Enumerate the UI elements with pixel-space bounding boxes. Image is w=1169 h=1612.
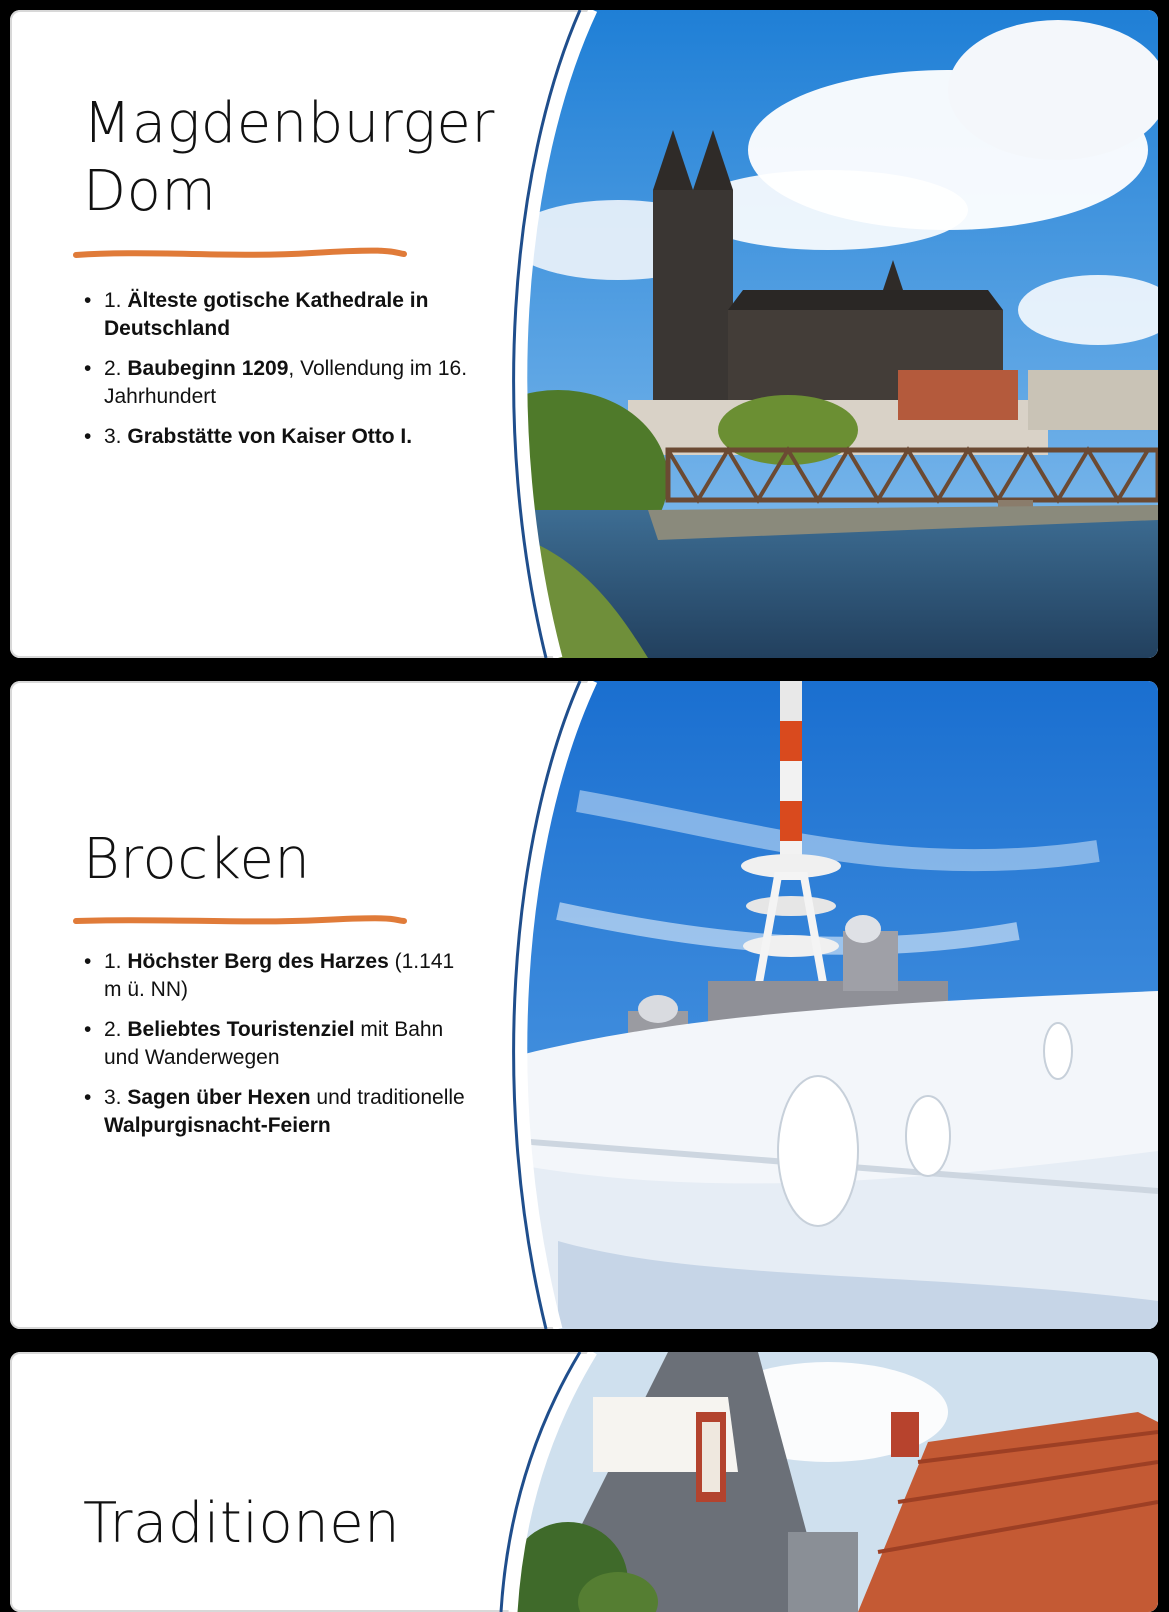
bullet-item: • 1. Höchster Berg des Harzes (1.141 m ü. NN)	[84, 948, 474, 1004]
cathedral-photo	[498, 10, 1158, 658]
slide-brocken	[10, 681, 1158, 1329]
bullet-item: • 3. Sagen über Hexen und traditionelle Walpurgisnacht-Feiern	[84, 1084, 474, 1140]
bullet-item: • 1. Älteste gotische Kathedrale in Deutschland	[84, 287, 474, 343]
accent-underline	[72, 914, 408, 928]
slide-title	[83, 90, 513, 226]
accent-underline	[72, 247, 408, 261]
slide-traditionen	[10, 1352, 1158, 1612]
slide-title: Brocken	[83, 827, 311, 892]
title-line-1: Magdenburger	[83, 91, 495, 156]
brocken-photo	[498, 681, 1158, 1329]
bullet-list	[84, 948, 474, 1152]
title-line-2: Dom	[83, 159, 217, 224]
bullet-item: • 3. Grabstätte von Kaiser Otto I.	[84, 423, 474, 451]
slide-magdeburger-dom	[10, 10, 1158, 658]
bullet-list	[84, 287, 474, 463]
bullet-item: • 2. Baubeginn 1209, Vollendung im 16. Jahrhundert	[84, 355, 474, 411]
bullet-item: • 2. Beliebtes Touristenziel mit Bahn und Wanderwegen	[84, 1016, 474, 1072]
half-timbered-houses-photo	[498, 1352, 1158, 1612]
slide-title: Traditionen	[83, 1491, 401, 1556]
